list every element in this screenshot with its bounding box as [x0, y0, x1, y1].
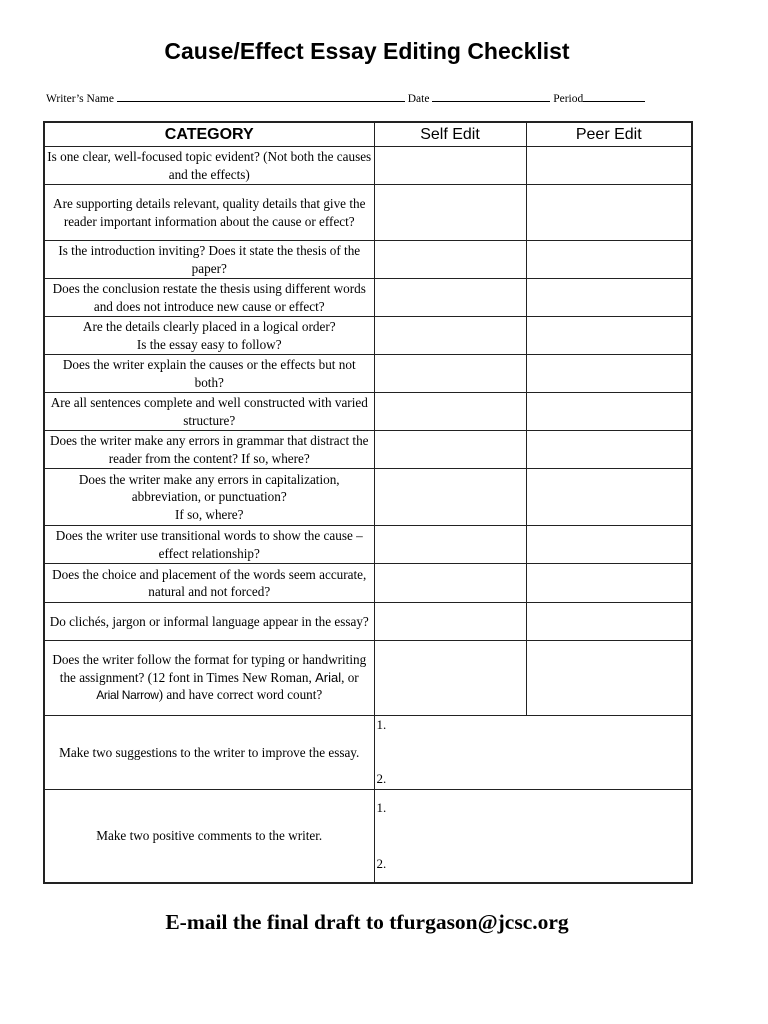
- writers-name-label: Writer’s Name: [46, 93, 114, 105]
- peer-edit-cell[interactable]: [526, 185, 692, 241]
- self-edit-cell[interactable]: [374, 317, 526, 355]
- email-instruction: E-mail the final draft to tfurgason@jcsc.org: [165, 910, 569, 934]
- header-row: [44, 122, 692, 147]
- period-blank[interactable]: [583, 91, 645, 102]
- table-row: [44, 469, 692, 526]
- table-row: [44, 564, 692, 603]
- category-question: Does the writer use transitional words to show the cause – effect relationship?: [44, 526, 374, 564]
- suggestions-row: [44, 716, 692, 790]
- question-line-2: Is the essay easy to follow?: [136, 336, 282, 352]
- category-question: Are all sentences complete and well constructed with varied structure?: [44, 393, 374, 431]
- date-label: Date: [407, 93, 430, 105]
- question-line-1: Are the details clearly placed in a logical order?: [82, 319, 336, 334]
- format-font-arial-narrow: Arial Narrow: [96, 688, 159, 703]
- suggestion-item-2: 2.: [376, 771, 387, 786]
- peer-edit-cell[interactable]: [526, 641, 692, 716]
- category-question: Are supporting details relevant, quality details that give the reader important information about the cause or effect?: [44, 185, 374, 241]
- question-line-2: If so, where?: [175, 506, 244, 522]
- table-row: [44, 279, 692, 317]
- peer-edit-cell[interactable]: [526, 526, 692, 564]
- self-edit-cell[interactable]: [374, 431, 526, 469]
- self-edit-cell[interactable]: [374, 469, 526, 526]
- peer-edit-cell[interactable]: [526, 317, 692, 355]
- category-question: Does the writer make any errors in grammar that distract the reader from the content? If so, where?: [44, 431, 374, 469]
- format-text-3: ) and have correct word count?: [158, 687, 323, 703]
- self-edit-cell[interactable]: [374, 526, 526, 564]
- positives-prompt: Make two positive comments to the writer.: [44, 790, 374, 883]
- table-row: [44, 641, 692, 716]
- positives-row: [44, 790, 692, 883]
- self-edit-cell[interactable]: [374, 355, 526, 393]
- page-title: Cause/Effect Essay Editing Checklist: [164, 38, 570, 64]
- table-row: [44, 241, 692, 279]
- category-question: Do clichés, jargon or informal language appear in the essay?: [44, 603, 374, 641]
- writers-name-blank[interactable]: [117, 91, 405, 102]
- table-row: [44, 603, 692, 641]
- suggestions-prompt: Make two suggestions to the writer to improve the essay.: [44, 716, 374, 790]
- peer-edit-cell[interactable]: [526, 279, 692, 317]
- self-edit-cell[interactable]: [374, 241, 526, 279]
- category-header: CATEGORY: [44, 122, 374, 147]
- category-question: Does the conclusion restate the thesis using different words and does not introduce new cause or effect?: [44, 279, 374, 317]
- table-row: [44, 393, 692, 431]
- peer-edit-header: Peer Edit: [526, 122, 692, 147]
- self-edit-cell[interactable]: [374, 185, 526, 241]
- editing-checklist-table: [43, 121, 693, 884]
- peer-edit-cell[interactable]: [526, 469, 692, 526]
- table-row: [44, 147, 692, 185]
- peer-edit-cell[interactable]: [526, 355, 692, 393]
- positives-answer-area[interactable]: [374, 790, 692, 883]
- self-edit-cell[interactable]: [374, 641, 526, 716]
- peer-edit-cell[interactable]: [526, 393, 692, 431]
- table-row: [44, 185, 692, 241]
- format-text-2: , or: [341, 669, 359, 685]
- peer-edit-cell[interactable]: [526, 241, 692, 279]
- category-question: Is one clear, well-focused topic evident? (Not both the causes and the effects): [44, 147, 374, 185]
- date-blank[interactable]: [432, 91, 550, 102]
- format-font-arial: Arial: [315, 669, 342, 685]
- table-row: [44, 431, 692, 469]
- category-question: Is the introduction inviting? Does it state the thesis of the paper?: [44, 241, 374, 279]
- self-edit-header: Self Edit: [374, 122, 526, 147]
- category-question: Does the choice and placement of the words seem accurate, natural and not forced?: [44, 564, 374, 603]
- self-edit-cell[interactable]: [374, 393, 526, 431]
- category-question: Does the writer explain the causes or the effects but not both?: [44, 355, 374, 393]
- format-text-1: Does the writer follow the format for typing or handwriting the assignment? (12 font in Times New Roman,: [52, 652, 367, 685]
- self-edit-cell[interactable]: [374, 564, 526, 603]
- category-question: [44, 469, 374, 526]
- positive-item-2: 2.: [376, 855, 387, 871]
- peer-edit-cell[interactable]: [526, 564, 692, 603]
- self-edit-cell[interactable]: [374, 279, 526, 317]
- table-row: [44, 355, 692, 393]
- self-edit-cell[interactable]: [374, 603, 526, 641]
- question-line-1: Does the writer make any errors in capitalization, abbreviation, or punctuation?: [78, 471, 340, 505]
- peer-edit-cell[interactable]: [526, 603, 692, 641]
- period-label: Period: [553, 93, 584, 105]
- self-edit-cell[interactable]: [374, 147, 526, 185]
- peer-edit-cell[interactable]: [526, 431, 692, 469]
- table-row: [44, 317, 692, 355]
- writer-info-line: [46, 91, 645, 105]
- suggestion-item-1: 1.: [376, 717, 387, 732]
- suggestions-answer-area[interactable]: [374, 716, 692, 790]
- table-row: [44, 526, 692, 564]
- peer-edit-cell[interactable]: [526, 147, 692, 185]
- positive-item-1: 1.: [376, 800, 387, 815]
- category-question: [44, 317, 374, 355]
- category-question: [44, 641, 374, 716]
